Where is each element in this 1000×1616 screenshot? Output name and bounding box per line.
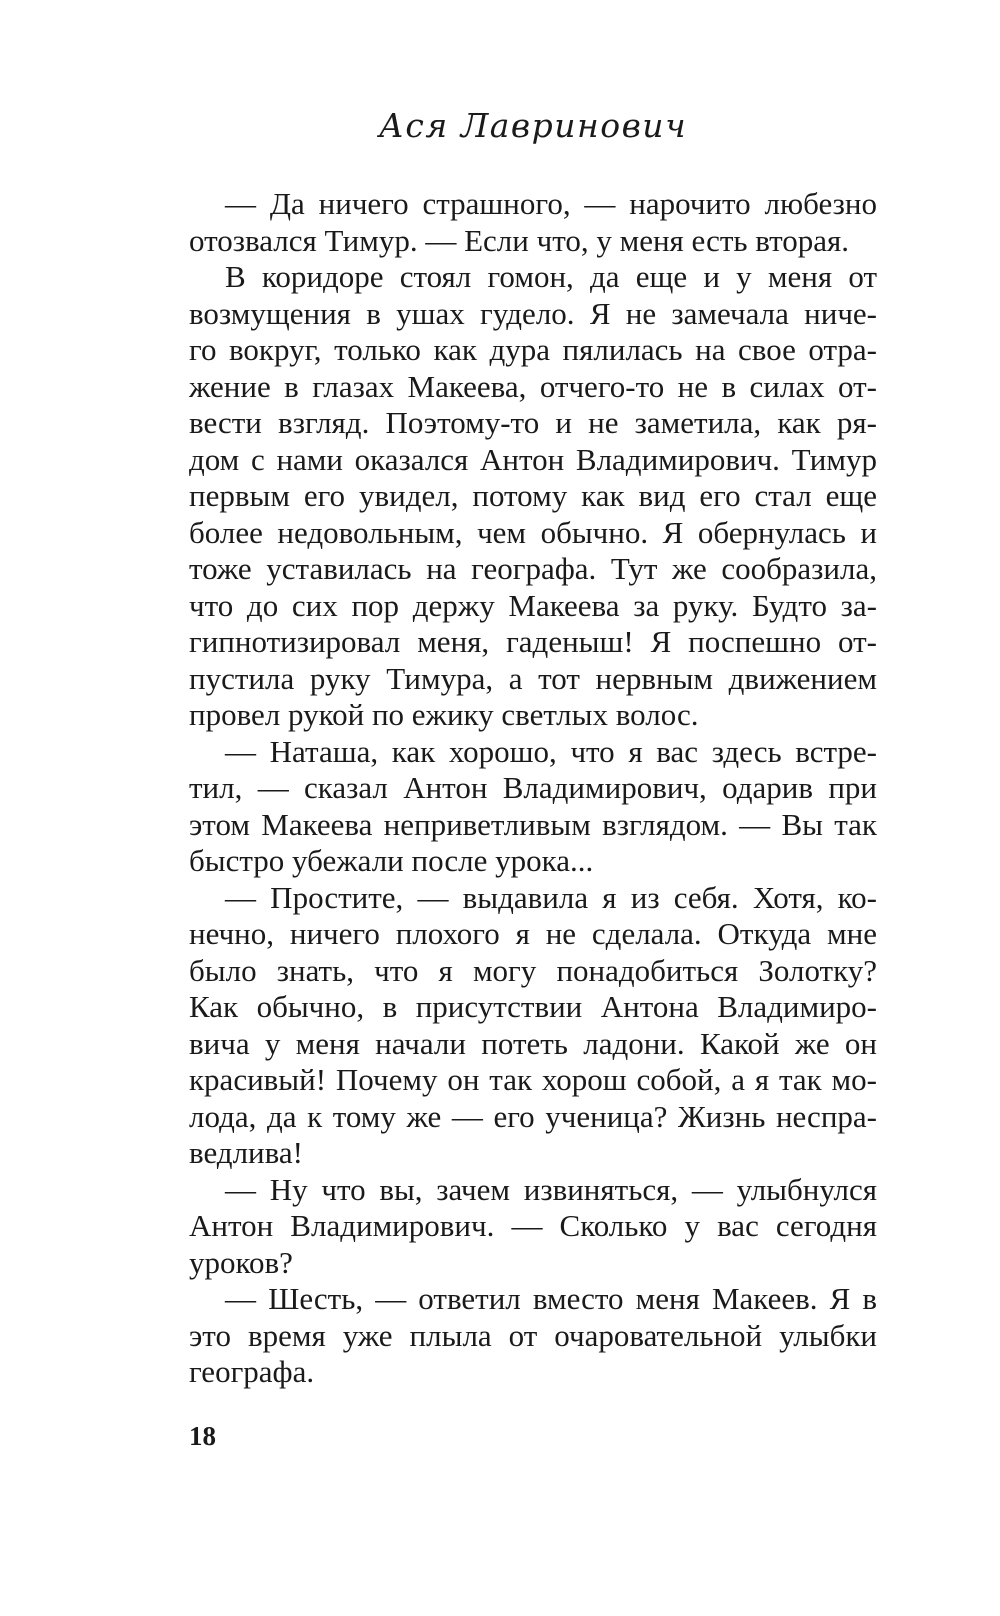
text-line: красивый! Почему он так хорош собой, а я так мо- [189, 1062, 877, 1097]
text-line: возмущения в ушах гудело. Я не замечала ниче- [189, 295, 877, 331]
text-line: быстро убежали после урока... [189, 843, 594, 878]
text-line: Антон Владимирович. — Сколько у вас сегодня [189, 1208, 877, 1243]
text-line: тоже уставилась на географа. Тут же сообразила, [189, 551, 877, 586]
text-line: нечно, ничего плохого я не сделала. Откуда мне [189, 916, 877, 951]
text-line: В коридоре стоял гомон, да еще и у меня от [225, 259, 877, 294]
text-line: географа. [189, 1354, 315, 1389]
text-line: го вокруг, только как дура пялилась на свое отра- [189, 332, 877, 367]
text-line: уроков? [189, 1244, 293, 1280]
text-line: Как обычно, в присутствии Антона Владимиро- [189, 989, 877, 1024]
text-line: тил, — сказал Антон Владимирович, одарив при [189, 770, 877, 805]
text-line: этом Макеева неприветливым взглядом. — Вы так [189, 806, 877, 842]
paragraph [189, 1281, 877, 1391]
text-line: — Простите, — выдавила я из себя. Хотя, ко- [225, 879, 877, 915]
text-line: — Да ничего страшного, — нарочито любезно [225, 186, 877, 221]
text-line: первым его увидел, потому как вид его стал еще [189, 478, 877, 513]
author-header: Ася Лавринович [378, 106, 688, 145]
text-line: пустила руку Тимура, а тот нервным движением [189, 660, 877, 696]
text-line: что до сих пор держу Макеева за руку. Будто за- [189, 587, 877, 623]
text-line: гипнотизировал меня, гаденыш! Я поспешно от- [189, 624, 877, 659]
text-line: дом с нами оказался Антон Владимирович. Тимур [189, 441, 877, 477]
paragraph [189, 880, 877, 1172]
text-line: вести взгляд. Поэтому-то и не заметила, как ря- [189, 405, 877, 440]
body-text [189, 186, 877, 1391]
text-line: было знать, что я могу понадобиться Золотку? [189, 952, 877, 988]
text-line: провел рукой по ежику светлых волос. [189, 697, 699, 732]
text-line: отозвался Тимур. — Если что, у меня есть вторая. [189, 222, 850, 258]
text-line: — Наташа, как хорошо, что я вас здесь встре- [225, 733, 877, 769]
text-line: лода, да к тому же — его ученица? Жизнь неспра- [189, 1098, 877, 1134]
text-line: более недовольным, чем обычно. Я обернулась и [189, 514, 877, 550]
text-line: — Ну что вы, зачем извиняться, — улыбнулся [225, 1171, 877, 1207]
paragraph [189, 1172, 877, 1282]
text-line: это время уже плыла от очаровательной улыбки [189, 1317, 877, 1353]
text-line: — Шесть, — ответил вместо меня Макеев. Я в [225, 1281, 877, 1316]
paragraph [189, 734, 877, 880]
text-line: ведлива! [189, 1135, 303, 1170]
text-line: вича у меня начали потеть ладони. Какой же он [189, 1025, 877, 1061]
paragraph [189, 259, 877, 734]
paragraph [189, 186, 877, 259]
page-number: 18 [189, 1421, 216, 1451]
text-line: жение в глазах Макеева, отчего-то не в силах от- [189, 368, 877, 404]
